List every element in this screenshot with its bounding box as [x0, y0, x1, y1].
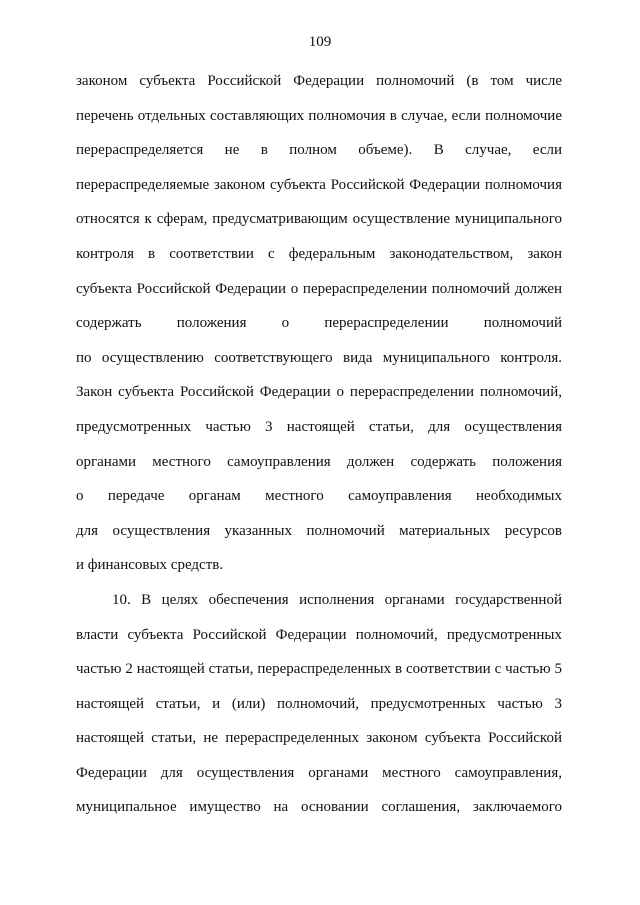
text-line: законом субъекта Российской Федерации полномочий (в том числе: [76, 73, 562, 89]
text-line-last: и финансовых средств.: [76, 557, 224, 574]
text-line: о передаче органам местного самоуправления необходимых: [76, 488, 562, 505]
text-line: по осуществлению соответствующего вида муниципального контроля.: [76, 349, 562, 366]
text-line: власти субъекта Российской Федерации полномочий, предусмотренных: [76, 626, 562, 643]
text-line: перечень отдельных составляющих полномочия в случае, если полномочие: [76, 107, 562, 124]
text-line: Федерации для осуществления органами местного самоуправления,: [76, 764, 562, 781]
text-line: предусмотренных частью 3 настоящей статьи, для осуществления: [76, 418, 562, 435]
text-line: частью 2 настоящей статьи, перераспределенных в соответствии с частью 5: [76, 661, 562, 678]
page-number: 109: [308, 34, 332, 50]
text-line: относятся к сферам, предусматривающим осуществление муниципального: [76, 211, 562, 228]
body-text: [76, 71, 562, 832]
text-line: перераспределяется не в полном объеме). В случае, если: [76, 142, 562, 159]
text-line: настоящей статьи, не перераспределенных законом субъекта Российской: [76, 730, 562, 747]
paragraph-10: [76, 590, 562, 832]
text-line-first: 10. В целях обеспечения исполнения органами государственной: [112, 591, 562, 608]
text-line: настоящей статьи, и (или) полномочий, предусмотренных частью 3: [76, 695, 562, 712]
text-line: Закон субъекта Российской Федерации о перераспределении полномочий,: [76, 384, 562, 401]
text-line: муниципальное имущество на основании соглашения, заключаемого: [76, 799, 562, 816]
paragraph-1: [76, 71, 562, 590]
text-line: содержать положения о перераспределении полномочий: [76, 315, 562, 332]
text-line: контроля в соответствии с федеральным законодательством, закон: [76, 245, 562, 262]
text-line: субъекта Российской Федерации о перераспределении полномочий должен: [76, 280, 562, 297]
text-line: для осуществления указанных полномочий материальных ресурсов: [76, 522, 562, 539]
text-line: перераспределяемые законом субъекта Российской Федерации полномочия: [76, 176, 562, 193]
text-line: органами местного самоуправления должен содержать положения: [76, 453, 562, 470]
